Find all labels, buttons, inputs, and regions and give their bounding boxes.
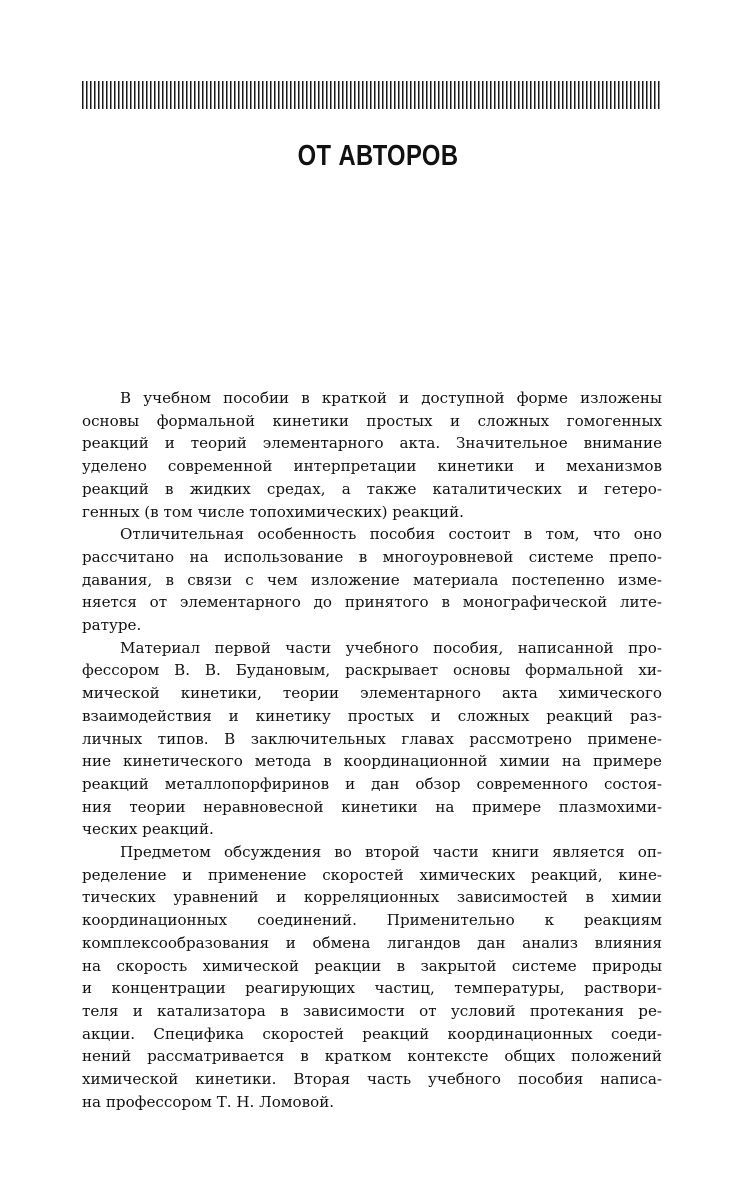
text-line: акции. Специфика скоростей реакций координационных соеди- <box>82 1024 662 1043</box>
text-line: мической кинетики, теории элементарного акта химического <box>82 684 662 703</box>
text-line: рассчитано на использование в многоуровневой системе препо- <box>82 547 662 566</box>
text-line: на скорость химической реакции в закрытой системе природы <box>82 956 662 975</box>
text-line: генных (в том числе топохимических) реакций. <box>82 502 464 521</box>
text-line: нений рассматривается в кратком контексте общих положений <box>82 1047 662 1066</box>
text-line: реакций и теорий элементарного акта. Значительное внимание <box>82 434 662 453</box>
text-line: уделено современной интерпретации кинетики и механизмов <box>82 457 662 476</box>
text-line: личных типов. В заключительных главах рассмотрено примене- <box>82 729 662 748</box>
text-line: ределение и применение скоростей химических реакций, кине- <box>82 865 662 884</box>
text-line: комплексообразования и обмена лигандов дан анализ влияния <box>82 933 662 952</box>
text-line: координационных соединений. Применительно к реакциям <box>82 911 662 930</box>
text-line: реакций металлопорфиринов и дан обзор современного состоя- <box>82 774 662 793</box>
page-title: ОТ АВТОРОВ <box>297 140 459 172</box>
text-line: теля и катализатора в зависимости от условий протекания ре- <box>82 1001 662 1020</box>
text-line: давания, в связи с чем изложение материала постепенно изме- <box>82 570 662 589</box>
paragraph-3 <box>82 637 662 841</box>
paragraph-1 <box>82 387 662 523</box>
decorative-top-rule <box>82 81 662 109</box>
body-text <box>82 387 662 1114</box>
text-line: основы формальной кинетики простых и сложных гомогенных <box>82 411 662 430</box>
paragraph-2 <box>82 523 662 637</box>
text-line: ческих реакций. <box>82 820 214 839</box>
text-line: химической кинетики. Вторая часть учебного пособия написа- <box>82 1070 662 1089</box>
text-line: В учебном пособии в краткой и доступной форме изложены <box>120 389 662 407</box>
text-line: реакций в жидких средах, а также каталитических и гетеро- <box>82 479 662 498</box>
paragraph-4 <box>82 841 662 1113</box>
text-line: Материал первой части учебного пособия, написанной про- <box>120 638 662 657</box>
text-line: ратуре. <box>82 616 142 635</box>
text-line: ние кинетического метода в координационной химии на примере <box>82 752 662 771</box>
text-line: Отличительная особенность пособия состоит в том, что оно <box>120 525 662 544</box>
text-line: на профессором Т. Н. Ломовой. <box>82 1092 335 1111</box>
text-line: тических уравнений и корреляционных зависимостей в химии <box>82 888 662 907</box>
text-line: Предметом обсуждения во второй части книги является оп- <box>120 843 662 862</box>
text-line: фессором В. В. Будановым, раскрывает основы формальной хи- <box>82 661 662 680</box>
text-line: ния теории неравновесной кинетики на примере плазмохими- <box>82 797 662 816</box>
text-line: няется от элементарного до принятого в монографической лите- <box>82 593 662 612</box>
text-line: и концентрации реагирующих частиц, температуры, раствори- <box>82 979 662 998</box>
text-line: взаимодействия и кинетику простых и сложных реакций раз- <box>82 706 662 725</box>
